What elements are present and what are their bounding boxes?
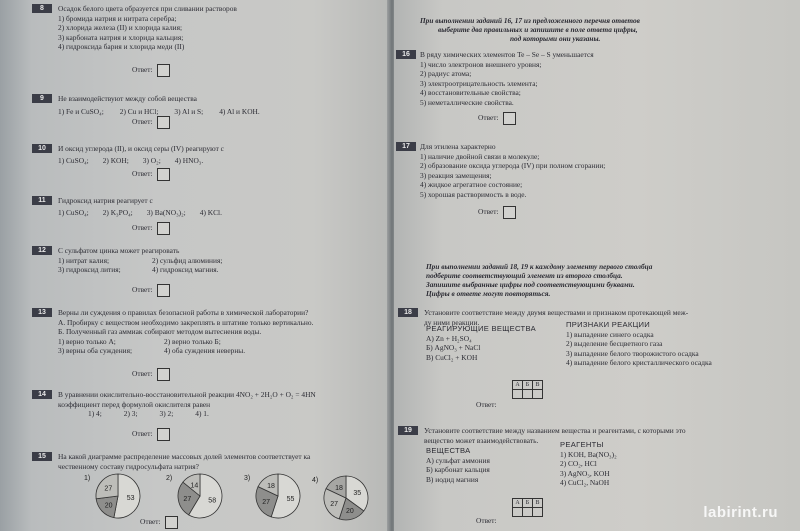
column-header-right: РЕАГЕНТЫ [560, 440, 604, 449]
option: 3) O₂; [142, 155, 161, 165]
task-number: 8 [32, 4, 52, 13]
answer-field [132, 368, 170, 381]
pie-value-label: 27 [262, 499, 271, 507]
answer-table [512, 498, 543, 517]
answer-box[interactable] [157, 64, 170, 77]
answer-box[interactable] [157, 368, 170, 381]
item-left: А) Zn + H₂SO₄ [426, 333, 472, 343]
question-text-cont: ду ними реакции. [424, 317, 480, 327]
option: 2) хлорида железа (II) и хлорида калия; [58, 23, 183, 33]
task-number: 10 [32, 144, 52, 153]
col-letter: В [533, 381, 543, 390]
task-number: 13 [32, 308, 52, 317]
pie-value-label: 35 [353, 490, 362, 498]
left-page [0, 0, 392, 531]
option: 1) 4; [88, 409, 102, 419]
answer-box[interactable] [157, 168, 170, 181]
task-number: 14 [32, 390, 52, 399]
answer-box[interactable] [157, 284, 170, 297]
question-text: Для этилена характерно [420, 142, 496, 151]
option: 4) Al и KOH. [219, 106, 260, 116]
item-right: 4) CuCl₂, NaOH [560, 478, 610, 488]
question-text: С сульфатом цинка может реагировать [58, 246, 180, 255]
answer-label: Ответ: [478, 113, 499, 123]
answer-label: Ответ: [132, 223, 153, 233]
task-number: 18 [398, 308, 418, 317]
column-header-right: ПРИЗНАКИ РЕАКЦИИ [566, 320, 651, 329]
option: 2) KOH; [102, 155, 129, 165]
answer-label: Ответ: [132, 369, 153, 379]
col-letter: Б [523, 499, 533, 508]
answer-cell[interactable] [523, 390, 533, 399]
question-text: На какой диаграмме распределение массовых долей элементов соответствует ка [58, 452, 311, 461]
answer-cell[interactable] [513, 508, 523, 517]
pie-value-label: 18 [335, 485, 343, 493]
instruction-line: Запишите выбранные цифры под соответствующими буквами. [426, 280, 635, 289]
option: 1) верно только А; [58, 336, 116, 346]
option: 2) верно только Б; [164, 336, 221, 346]
pie-value-label: 27 [330, 501, 339, 509]
answer-label: Ответ: [476, 516, 497, 525]
option: 2) радиус атома; [420, 69, 472, 79]
answer-box[interactable] [157, 116, 170, 129]
task-number: 9 [32, 94, 52, 103]
option: 4) KCl. [199, 207, 222, 217]
answer-label: Ответ: [132, 117, 153, 127]
answer-label: Ответ: [132, 285, 153, 295]
item-left: В) иодид магния [426, 474, 479, 484]
question-text: Не взаимодействуют между собой вещества [58, 94, 197, 103]
option: 3) карбоната натрия и хлорида кальция; [58, 32, 184, 42]
answer-field [140, 516, 178, 529]
option: 3) Ba(NO₃)₂; [146, 207, 186, 217]
option: 1) наличие двойной связи в молекуле; [420, 151, 540, 161]
pie-value-label: 27 [183, 496, 192, 504]
option: 1) CuSO₄; [58, 207, 89, 217]
instruction-line: При выполнении заданий 16, 17 из предложенного перечня ответов [420, 16, 640, 25]
item-right: 3) выпадение белого творожистого осадка [566, 348, 699, 358]
instruction-line: выберите два правильных и запишите в поле ответа цифры, [438, 25, 638, 34]
question-text: Установите соответствие между названием вещества и реагентами, с которыми это [424, 426, 686, 435]
answer-label: Ответ: [476, 400, 497, 409]
answer-table-18 [476, 380, 543, 409]
pie-value-label: 20 [104, 502, 113, 510]
question-text-cont: вещество может взаимодействовать. [424, 435, 539, 445]
col-letter: А [513, 381, 523, 390]
answer-field [478, 206, 516, 219]
option: 3) гидроксид лития; [58, 265, 121, 275]
answer-field [132, 64, 170, 77]
pie-diagrams [0, 470, 392, 530]
answer-label: Ответ: [478, 207, 499, 217]
column-header-left: РЕАГИРУЮЩИЕ ВЕЩЕСТВА [426, 324, 536, 333]
task-number: 16 [396, 50, 416, 59]
task-number: 17 [396, 142, 416, 151]
answer-cell[interactable] [533, 508, 543, 517]
answer-box[interactable] [157, 222, 170, 235]
question-text: Осадок белого цвета образуется при сливании растворов [58, 4, 237, 13]
pie-value-label: 58 [208, 497, 217, 505]
option: 1) нитрат калия; [58, 255, 110, 265]
answer-box[interactable] [157, 428, 170, 441]
answer-label: Ответ: [132, 429, 153, 439]
item-right: 1) KOH, Ba(NO₃)₂ [560, 449, 617, 459]
option: 3) Al и S; [174, 106, 204, 116]
item-right: 3) AgNO₃, KOH [560, 468, 610, 478]
column-header-left: ВЕЩЕСТВА [426, 446, 471, 455]
answer-cell[interactable] [513, 390, 523, 399]
instruction-line: под которыми они указаны. [510, 34, 601, 43]
option: 2) 3; [123, 409, 138, 419]
answer-cell[interactable] [523, 508, 533, 517]
option: 3) реакция замещения; [420, 170, 492, 180]
option: 1) число электронов внешнего уровня; [420, 59, 542, 69]
instruction-16-17 [420, 16, 640, 43]
pie-value-label: 14 [190, 482, 199, 490]
question-text-cont: коэффициент перед формулой окислителя равен [58, 399, 211, 409]
question-text: Гидроксид натрия реагирует с [58, 196, 153, 205]
answer-box[interactable] [165, 516, 178, 529]
answer-box[interactable] [503, 206, 516, 219]
instruction-line: подберите соответствующий элемент из второго столбца. [426, 271, 623, 280]
right-page [394, 0, 800, 531]
instruction-line: Цифры в ответе могут повторяться. [426, 289, 551, 298]
option: 4) оба суждения неверны. [164, 346, 246, 356]
task-number: 12 [32, 246, 52, 255]
answer-box[interactable] [503, 112, 516, 125]
option: 5) хорошая растворимость в воде. [420, 189, 527, 199]
answer-field [132, 116, 170, 129]
option: 2) Cu и HCl; [119, 106, 159, 116]
answer-field [132, 284, 170, 297]
task-number: 19 [398, 426, 418, 435]
answer-field [478, 112, 516, 125]
option: 2) сульфид алюминия; [152, 255, 223, 265]
option: 3) верны оба суждения; [58, 346, 133, 356]
option: 3) 2; [159, 409, 174, 419]
option: 1) бромида натрия и нитрата серебра; [58, 13, 177, 23]
option: 4) HNO₃. [174, 155, 204, 165]
question-text: В уравнении окислительно-восстановительной реакции 4NO₂ + 2H₂O + O₂ = 4HN [58, 390, 316, 399]
item-right: 4) выпадение белого кристаллического осадка [566, 358, 712, 368]
question-text: В ряду химических элементов Te – Se – S уменьшается [420, 50, 594, 59]
pie-value-label: 18 [267, 483, 275, 491]
pie-value-label: 20 [345, 508, 354, 516]
option: 4) гидроксида бария и хлорида меди (II) [58, 42, 185, 52]
pie-label: 1) [84, 475, 91, 482]
item-left: Б) карбонат кальция [426, 465, 490, 475]
item-right: 2) CO₂, HCl [560, 459, 597, 469]
watermark: labirint.ru [703, 504, 778, 521]
pie-value-label: 53 [126, 495, 135, 503]
answer-label: Ответ: [132, 169, 153, 179]
pie-value-label: 55 [286, 495, 295, 503]
question-text: Верны ли суждения о правилах безопасной работы в химической лаборатории? [58, 308, 309, 317]
question-text: Установите соответствие между двумя веществами и признаком протекающей меж- [424, 308, 689, 317]
option: 3) электроотрицательность элемента; [420, 78, 538, 88]
option: 4) восстановительные свойства; [420, 88, 521, 98]
pie-value-label: 27 [104, 485, 113, 493]
option: 2) K₃PO₄; [102, 207, 133, 217]
task-number: 11 [32, 196, 52, 205]
col-letter: А [513, 499, 523, 508]
answer-field [132, 222, 170, 235]
answer-table [512, 380, 543, 399]
statement-a: А. Пробирку с веществом необходимо закреплять в штативе только вертикально. [58, 317, 314, 327]
pie-label: 3) [244, 475, 251, 482]
option: 5) неметаллические свойства. [420, 97, 514, 107]
answer-field [132, 428, 170, 441]
option: 1) Fe и CuSO₄; [58, 106, 104, 116]
answer-label: Ответ: [140, 517, 161, 527]
col-letter: Б [523, 381, 533, 390]
statement-b: Б. Полученный газ аммиак собирают методом вытеснения воды. [58, 327, 262, 337]
col-letter: В [533, 499, 543, 508]
instruction-18-19 [426, 262, 652, 298]
instruction-line: При выполнении заданий 18, 19 к каждому элементу первого столбца [426, 262, 653, 271]
answer-label: Ответ: [132, 65, 153, 75]
task-number: 15 [32, 452, 52, 461]
item-right: 2) выделение бесцветного газа [566, 339, 663, 349]
item-right: 1) выпадение синего осадка [566, 329, 654, 339]
pie-label: 2) [166, 475, 173, 482]
answer-table-19 [476, 498, 543, 525]
pie-label: 4) [312, 477, 319, 484]
option: 4) 1. [195, 409, 209, 419]
answer-cell[interactable] [533, 390, 543, 399]
option: 1) CuSO₄; [58, 155, 89, 165]
item-left: Б) AgNO₃ + NaCl [426, 343, 481, 353]
question-text: И оксид углерода (II), и оксид серы (IV) реагируют с [58, 144, 224, 153]
item-left: А) сульфат аммония [426, 455, 490, 465]
answer-field [132, 168, 170, 181]
item-left: В) CuCl₂ + KOH [426, 352, 478, 362]
question-text-cont: чественному составу гидросульфата натрия? [58, 461, 199, 471]
option: 4) жидкое агрегатное состояние; [420, 180, 523, 190]
option: 4) гидроксид магния. [152, 265, 219, 275]
option: 2) образование оксида углерода (IV) при полном сгорании; [420, 161, 606, 171]
